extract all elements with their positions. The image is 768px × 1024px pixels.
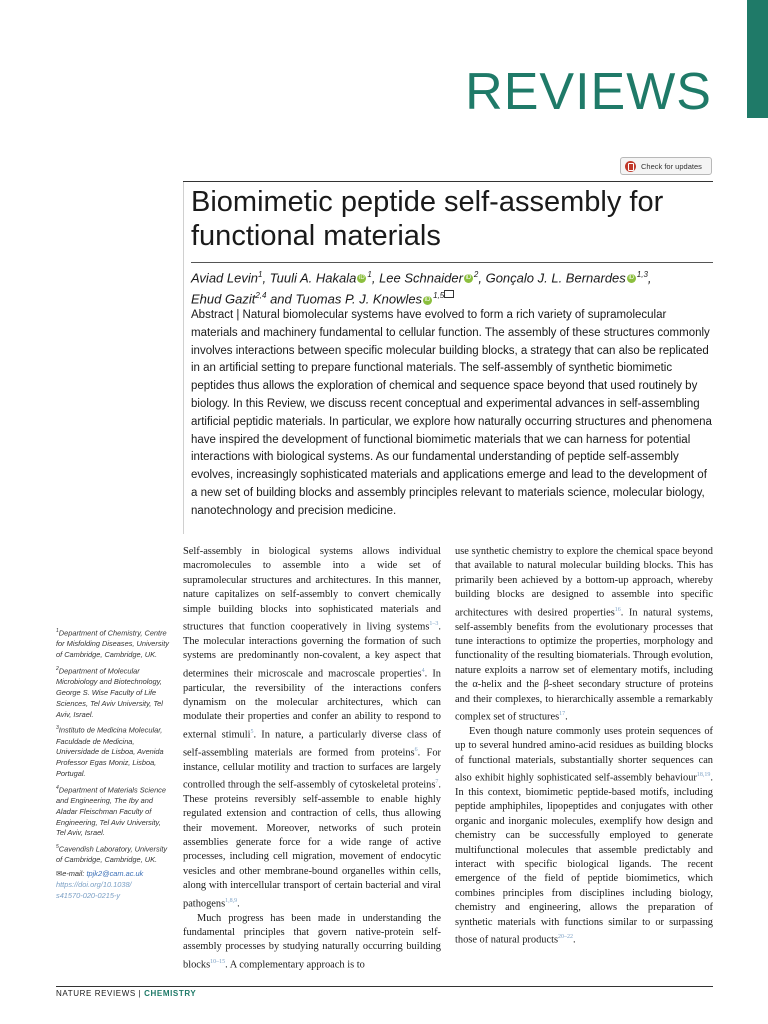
author-affiliation-number: 2 (473, 270, 479, 279)
reference-citation[interactable]: 1–3 (429, 621, 439, 628)
footer-divider (56, 986, 713, 987)
title-divider-vertical (183, 181, 184, 534)
body-paragraph: Self-assembly in biological systems allows individual macromolecules to assemble into a wide set of supramolecular structures and architectures. In this manner, nature capitalizes on self-assembly to convert chemically simple building blocks into sophisticated materials and structures that function cooperatively in living systems$^{1-3}$. The molecular interactions governing the formation of such systems are predominantly non-covalent, a key aspect that determines their microscale and macroscale properties$^4$. In particular, the reversibility of the interactions confers dynamism on the molecular architectures, which can modulate their properties and confer an ability to respond to external stimuli$^5$. In nature, a particularly diverse class of self-assembling materials are formed from proteins$^6$. For instance, cellular motility and traction to surfaces are largely controlled through the self-assembly of cytoskeletal proteins$^7$. These proteins reversibly self-assemble to enable highly regulated extension and contraction of cells, thus allowing their movement. Moreover, networks of such protein assemblies generate force for a wide range of active processes, including cell migration, movement of endocytic vesicles and other membrane-bound organelles within cells, along with intercellular transport of certain bacterial and viral pathogens$^{1,8,9}$. (183, 546, 441, 910)
author-affiliation-number: 1,3 (636, 270, 648, 279)
doi-line-1: https://doi.org/10.1038/ (56, 880, 132, 890)
reference-citation[interactable]: 16 (614, 606, 621, 613)
footer (56, 989, 196, 998)
orcid-icon[interactable]: iD (424, 296, 431, 303)
affiliation: $^5$Cavendish Laboratory, University of Cambridge, Cambridge, UK. (56, 844, 168, 865)
author-name: Ehud Gazit (191, 291, 256, 307)
email-label: e-mail: (62, 869, 85, 879)
body-column-left (183, 545, 441, 973)
affiliation: $^4$Department of Materials Science and Engineering, The Iby and Aladar Fleischman Faculty of Engineering, Tel Aviv University, Tel Aviv, Israel. (56, 784, 166, 838)
reference-citation[interactable]: 5 (250, 728, 254, 735)
author-name: Lee Schnaider (379, 270, 463, 286)
contact-email (56, 869, 172, 880)
section-label: REVIEWS (465, 63, 712, 121)
reference-citation[interactable]: 7 (435, 778, 439, 785)
affiliation: $^2$Department of Molecular Microbiology and Biotechnology, George S. Wise Faculty of Life Sciences, Tel Aviv University, Tel Aviv, Israel. (56, 665, 163, 719)
body-paragraph: Much progress has been made in understanding the fundamental principles that govern native-protein self-assembly processes by studying naturally occurring building blocks$^{10-15}$. A complementary approach is to (183, 912, 441, 971)
affiliation: $^1$Department of Chemistry, Centre for Misfolding Diseases, University of Cambridge, Cambridge, UK. (56, 628, 169, 660)
author-affiliation-number: 1 (257, 270, 263, 279)
email-icon: ✉ (56, 869, 63, 879)
email-link[interactable]: tpjk2@cam.ac.uk (86, 869, 144, 879)
body-column-right (455, 545, 713, 948)
author-affiliation-number: 1 (367, 270, 372, 279)
affiliation-list (56, 626, 172, 866)
crossmark-icon (625, 161, 636, 172)
corresponding-author-icon (444, 290, 454, 298)
doi-line-2: s41570-020-0215-y (56, 890, 121, 900)
title-divider-top (183, 181, 713, 182)
body-paragraph: use synthetic chemistry to explore the chemical space beyond that available to natural molecular building blocks. This has primarily been achieved by a bottom-up approach, whereby building blocks are designed to assemble into specific architectures with desired properties$^{16}$. In natural systems, self-assembly benefits from the evolutionary processes that tune interactions to optimize the properties, morphology and functionality of the resulting biomaterials. Through evolution, nature exploits a narrow set of elementary motifs, including the α-helix and the β-sheet secondary structure of proteins and their complexes, to hierarchically assemble a remarkably complex set of structures$^{17}$. (455, 546, 713, 723)
body-paragraph: Even though nature commonly uses protein sequences of up to several hundred amino-acid residues as building blocks of functional materials, substantially shorter sequences can also exhibit highly sophisticated self-assembly behaviour$^{18,19}$. In this context, biomimetic peptide-based motifs, including peptide amphiphiles, lipopeptides and conjugates with other organic and inorganic molecules, exemplify how design and chemistry can be successfully employed to generate multifunctional molecules that assemble predictably and interact with specific biological ligands. The recent emergence of the field of peptide biomimetics, which combines principles from disciplines including biology, chemistry and engineering, allows the preparation of synthetic materials with functions similar to or surpassing those of natural products$^{20-22}$. (455, 725, 713, 946)
article-title: Biomimetic peptide self-assembly for functional materials (191, 186, 664, 252)
author-list: Aviad Levin$^1$, Tuuli A. Hakala iD $^1$, Lee Schnaider iD $^2$, Gonçalo J. L. Bernardes iD $^{1,3}$, Ehud Gazit$^{2,4}$ and Tuomas P. J. Knowles iD $^{1,5}$ (191, 270, 652, 307)
reference-citation[interactable]: 18,19 (696, 772, 711, 779)
author-affiliation-number: 2,4 (255, 291, 267, 301)
check-for-updates-label: Check for updates (641, 161, 702, 171)
reference-citation[interactable]: 6 (414, 746, 418, 753)
footer-journal: NATURE REVIEWS (56, 989, 136, 998)
abstract: Abstract | Natural biomolecular systems have evolved to form a rich variety of supramolecular materials and machinery fundamental to cellular function. The assembly of these structures commonly involves interactions between specific molecular building blocks, a strategy that can also be replicated in an artificial setting to prepare functional materials. The self-assembly of synthetic biomimetic peptides thus allows the exploration of chemical and sequence space beyond that used routinely by biology. In this Review, we discuss recent conceptual and experimental advances in self-assembling artificial peptidic materials. In particular, we explore how naturally occurring structures and phenomena have inspired the development of functional biomimetic materials that we can harness for potential interactions with biological systems. As our fundamental understanding of peptide self-assembly evolves, increasingly sophisticated materials and applications emerge and lead to the development of a new set of building blocks and assembly principles relevant to materials science, molecular biology, nanotechnology and precision medicine. (191, 309, 712, 517)
orcid-icon[interactable]: iD (359, 275, 365, 282)
check-for-updates-button[interactable] (620, 157, 712, 175)
author-affiliation-number: 1,5 (433, 291, 445, 301)
reference-citation[interactable]: 4 (421, 667, 425, 674)
doi-link[interactable] (56, 880, 172, 902)
section-color-tab (747, 0, 768, 118)
title-divider-bottom (191, 262, 713, 263)
author-name: Gonçalo J. L. Bernardes (485, 270, 626, 286)
orcid-icon[interactable]: iD (628, 275, 635, 282)
author-name: Aviad Levin (191, 270, 258, 286)
author-name: Tuomas P. J. Knowles (295, 291, 423, 307)
footer-separator: | (135, 989, 145, 998)
affiliations (56, 626, 172, 902)
affiliation: $^3$Instituto de Medicina Molecular, Faculdade de Medicina, Universidade de Lisboa, Avenida Professor Egas Moniz, Lisboa, Portugal. (56, 725, 164, 778)
reference-citation[interactable]: 10–15 (210, 958, 226, 965)
reference-citation[interactable]: 17 (559, 710, 566, 717)
author-name: Tuuli A. Hakala (269, 270, 357, 286)
reference-citation[interactable]: 1,8,9 (225, 897, 238, 904)
orcid-icon[interactable]: iD (465, 275, 472, 282)
reference-citation[interactable]: 20–22 (558, 933, 574, 940)
footer-section: CHEMISTRY (144, 989, 197, 998)
